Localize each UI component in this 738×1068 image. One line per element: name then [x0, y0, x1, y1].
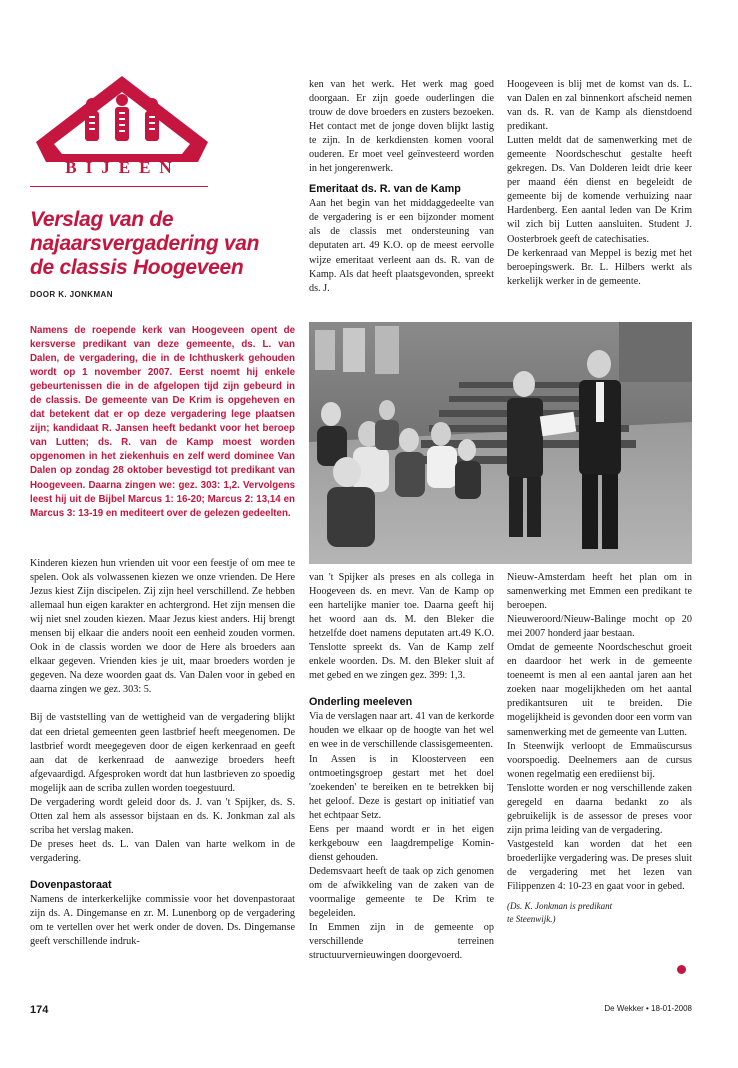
paragraph: Nieuweroord/Nieuw-Balinge mocht op 20 mei 2007 honderd jaar bestaan. — [507, 614, 692, 640]
bijeen-logo — [30, 70, 215, 190]
column-3-bottom — [507, 571, 692, 926]
title-line-2: najaarsvergadering van — [30, 232, 260, 255]
title-line-3: de classis Hoogeveen — [30, 256, 244, 279]
paragraph: Kinderen kiezen hun vrienden uit voor een feestje of om mee te spelen. Ook als volwassenen kiezen we onze vrienden. De Here Jezus kiest Zijn discipelen. Zij zijn heel verschillend. Ze hebben allemaal hun eigen karakter en achtergrond. Het zijn mensen die wij niet snel zouden kiezen. Maar Jezus kiest anders. Hij brengt mensen bij elkaar die anders nooit een eenheid zouden vormen. Ook in de classis worden we door de Here als broeders aan elkaar gegeven. Vrienden kies je uit, maar broeders worden je gegeven. Na deze woorden gaat ds. Van Dalen voor in gebed en daarna zingen we gez. 303: 5. — [30, 558, 295, 696]
paragraph: De preses heet ds. L. van Dalen van harte welkom in de vergadering. — [30, 838, 295, 864]
author-note-line-1: (Ds. K. Jonkman is predikant — [507, 901, 613, 912]
column-2-bottom — [309, 571, 494, 963]
paragraph: Bij de vaststelling van de wettigheid van de vergadering blijkt dat een drietal gemeenten geen lastbrief heeft meegenomen. De lastbrief wordt meegegeven door de eigen kerkenraad en geeft aan dat de kerkenraad de aanwezige broeders heeft afgevaardigd. Afgesproken wordt dat hun lastbrieven zo spoedig mogelijk aan de scriba zullen worden toegestuurd. — [30, 712, 295, 794]
paragraph: Eens per maand wordt er in het eigen kerkgebouw een laagdrempelige Komin-dienst gehouden. — [309, 823, 494, 863]
author-note-line-2: te Steenwijk.) — [507, 914, 556, 925]
paragraph: Lutten meldt dat de samenwerking met de gemeente Noordscheschut gestalte heeft gekregen. Ds. Van Dolderen leidt drie keer per maand één dienst en begeleidt de gemeente bij de komende verhuizing naar Hardenberg. Een aantal leden van De Krim wil zich bij Lutten aansluiten. Student J. Oosterbroek geeft de catechisaties. — [507, 135, 692, 245]
paragraph: Hoogeveen is blij met de komst van ds. L. van Dalen en zal binnenkort afscheid nemen van ds. R. van de Kamp als dienstdoend predikant. — [507, 79, 692, 133]
paragraph: In Steenwijk verloopt de Emmaüscursus voorspoedig. Deelnemers aan de cursus wonen regelmatig een erediienst bij. — [507, 740, 692, 780]
paragraph: van 't Spijker als preses en als collega in Hoogeveen ds. en mevr. Van de Kamp op een hartelijke manier toe. Daarna geeft hij het woord aan ds. M. den Bleker die hetzelfde doet namens deputaten art.49 K.O. Tenslotte spreekt ds. Van de Kamp zelf enkele woorden. Ds. M. den Bleker sluit af met gebed en we zingen gez. 399: 1,3. — [309, 572, 494, 682]
paragraph: Omdat de gemeente Noordscheschut groeit en daardoor het werk in de gemeente toeneemt is men al een aantal jaren aan het zoeken naar mogelijkheden om het aantal predikantsuren uit te breiden. Die mogelijkheid is gevonden door een vorm van samenwerking met de gemeente van Lutten. — [507, 642, 692, 738]
paragraph-gap — [30, 697, 295, 711]
logo-text: BIJEEN — [65, 158, 181, 177]
logo-rule — [30, 186, 208, 187]
paragraph: Via de verslagen naar art. 41 van de kerkorde houden we elkaar op de hoogte van het wel en wee in de verschillende classisgemeenten. — [309, 711, 494, 751]
paragraph: De vergadering wordt geleid door ds. J. van 't Spijker, ds. S. Otten zal hem als assessor bijstaan en ds. K. Jonkman zal als scriba het verslag maken. — [30, 796, 295, 836]
heading-emeritaat: Emeritaat ds. R. van de Kamp — [309, 183, 461, 196]
photo-graphic — [309, 322, 692, 564]
column-2-top — [309, 78, 494, 296]
paragraph: Tenslotte worden er nog verschillende zaken geregeld en daarna bedankt zo als gebruikelijk is de assessor de preses voor zijn prima leiding van de vergadering. — [507, 782, 692, 836]
column-3-top — [507, 78, 692, 289]
page-number: 174 — [30, 1004, 49, 1016]
end-mark-icon — [677, 965, 686, 974]
intro-paragraph: Namens de roepende kerk van Hoogeveen opent de kersverse predikant van deze gemeente, ds. L. van Dalen, de vergadering, die in de Ichthuskerk gehouden wordt op 1 november 2007. Eerst noemt hij enkele gebeurtenissen die in de afgelopen tijd zijn gebeurd in de classis. De gemeente van De Krim is opgeheven en dat betekent dat er op deze vergadering lege plaatsen zijn; kandidaat R. Jansen heeft bedankt voor het beroep van Lutten; ds. R. van de Kamp moest worden opgenomen in het ziekenhuis en zelf werd dominee Van Dalen op zondag 28 oktober bevestigd tot predikant van Hoogeveen. Daarna zingen we: gez. 303: 1,2. Vervolgens leest hij uit de Bijbel Marcus 1: 16-20; Marcus 2: 13,14 en Marcus 3: 13-19 en mediteert over de gelezen gedeelten. — [30, 325, 295, 519]
paragraph: Namens de interkerkelijke commissie voor het dovenpastoraat zijn ds. A. Dingemanse en zr. M. Lunenborg op de vergadering om te vertellen over het werk onder de doven. Ds. Dingemanse geeft verschillende indruk- — [30, 893, 295, 948]
paragraph: Aan het begin van het middaggedeelte van de vergadering is er een bijzonder moment als de classis met ondersteuning van deputaten art. 49 K.O. op de meest eervolle wijze emeritaat verleent aan ds. R. van de Kamp. Als dat heeft plaatsgevonden, spreekt ds. J. — [309, 198, 494, 294]
author-note — [507, 900, 692, 926]
paragraph: In Emmen zijn in de gemeente op verschillende terreinen structuurvernieuwingen doorgevoerd. — [309, 922, 494, 962]
paragraph: De kerkenraad van Meppel is bezig met het beroepingswerk. Br. L. Hilbers werkt als kerkelijk werker in de gemeente. — [507, 247, 692, 287]
paragraph: ken van het werk. Het werk mag goed doorgaan. Er zijn goede ouderlingen die trouw de dove broeders en zusters bezoeken. Het contact met de jonge doven blijkt lastig te zijn. In de kerkdiensten komen vooral ouderen. Er moet veel geïnvesteerd worden in het jongerenwerk. — [309, 79, 494, 175]
heading-dovenpastoraat: Dovenpastoraat — [30, 878, 112, 891]
title-line-1: Verslag van de — [30, 208, 174, 231]
column-1-bottom — [30, 557, 295, 949]
paragraph: Nieuw-Amsterdam heeft het plan om in samenwerking met Emmen een predikant te beroepen. — [507, 572, 692, 612]
event-photo — [309, 322, 692, 564]
heading-onderling-meeleven: Onderling meeleven — [309, 696, 413, 709]
paragraph: Dedemsvaart heeft de taak op zich genomen om de afwikkeling van de zaken van de voormalige gemeente te De Krim te begeleiden. — [309, 865, 494, 920]
paragraph: In Assen is in Kloosterveen een ontmoetingsgroep gestart met het doel 'zoekenden' te bereiken en te betrekken bij het geloof. Deze is gestart op initiatief van het echtpaar Setz. — [309, 753, 494, 821]
paragraph: Vastgesteld kan worden dat het een broederlijke vergadering was. De preses sluit de vergadering met het lezen van Filippenzen 4: 10-23 en gaat voor in gebed. — [507, 838, 692, 893]
article-title — [30, 208, 300, 280]
byline: DOOR K. JONKMAN — [30, 290, 113, 299]
publication-info: De Wekker • 18-01-2008 — [604, 1004, 692, 1013]
